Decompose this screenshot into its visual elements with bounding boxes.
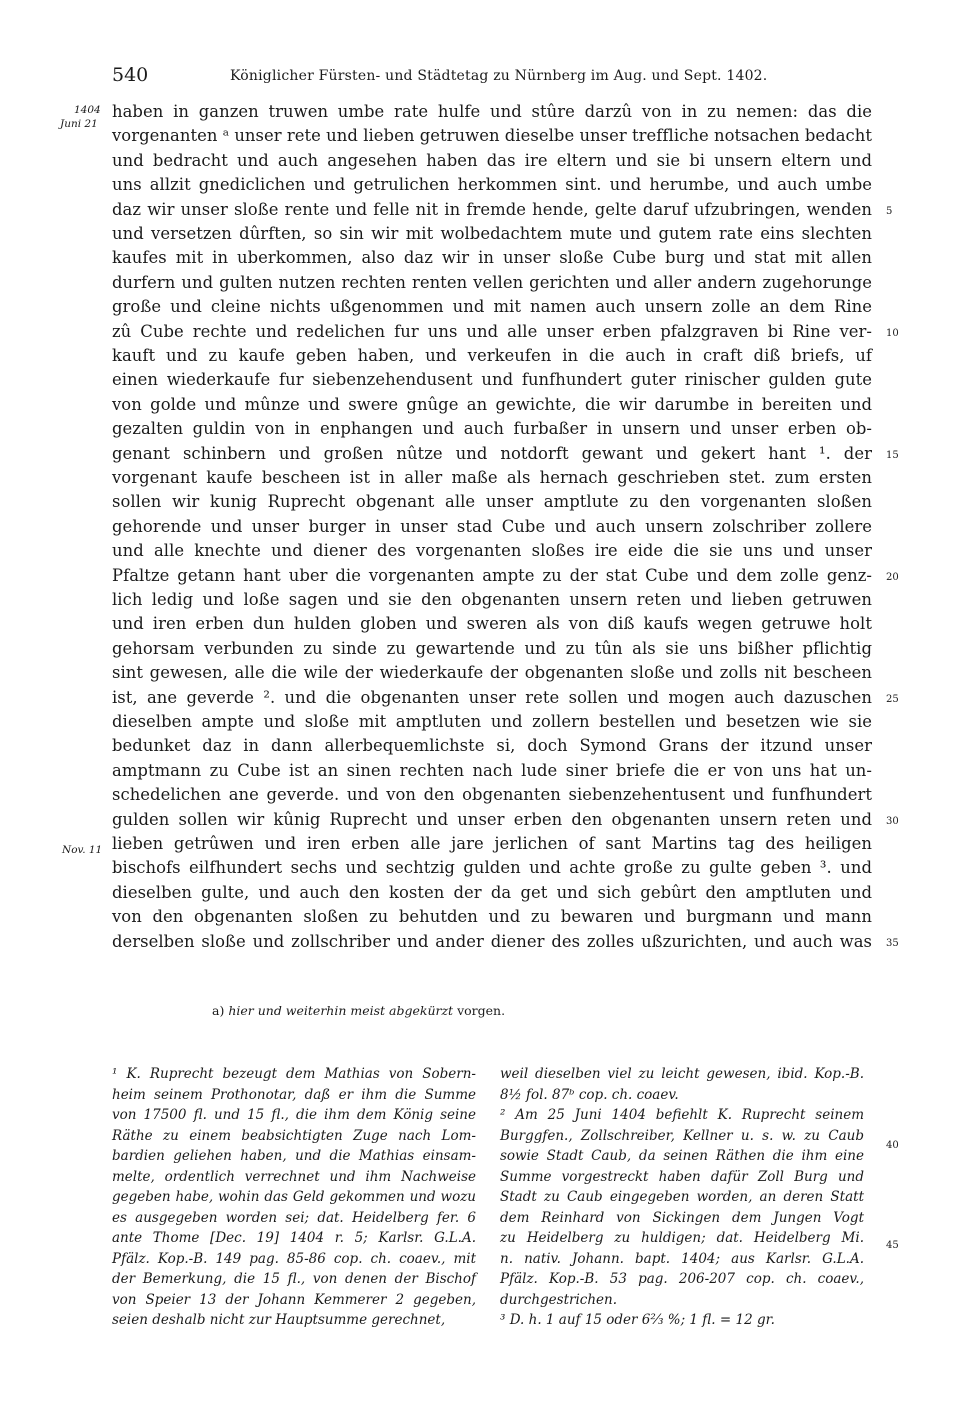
text-line: kauft und zu kaufe geben haben, und verkeufen in die auch in craft diß briefs, uf [112, 346, 872, 365]
footnote-a-normal: vorgen. [457, 1003, 506, 1018]
footnotes-right-column [500, 1064, 864, 1331]
footnote-line: ³ D. h. 1 auf 15 oder 6⅔ %; 1 fl. = 12 gr. [500, 1312, 775, 1328]
text-line: und alle knechte und diener des vorgenanten sloßes ire eide die sie uns und unser [112, 541, 872, 561]
footnote-a [212, 1003, 505, 1018]
footnote-line: n. nativ. Johann. bapt. 1404; aus Karlsr. G.L.A. [500, 1250, 864, 1267]
footnote-line: Burggfen., Zollschreiber, Kellner u. s. w. zu Caub [500, 1127, 864, 1144]
text-line: lieben getrûwen und iren erben alle jare jerlichen of sant Martins tag des heiligen [112, 834, 872, 853]
page-number: 540 [112, 64, 149, 86]
footnote-line: der Bemerkung, die 15 fl., von denen der Bischof [112, 1271, 476, 1287]
margin-date-day: Juni 21 [60, 118, 98, 130]
text-line: dieselben ampte und sloße mit amptluten und zollern bestellen und besetzen wie sie [112, 712, 872, 731]
text-line: gehorende und unser burger in unser stad Cube und auch unsern zolschriber zollere [112, 516, 872, 536]
footnote-line: Stadt zu Caub eingegeben worden, an deren Statt [500, 1189, 864, 1205]
text-line: einen wiederkaufe fur siebenzehendusent und funfhundert guter rinischer gulden gute [112, 370, 872, 390]
text-line: vorgenant kaufe bescheen ist in aller maße als hernach geschrieben stet. zum ersten [112, 468, 872, 487]
line-number: 10 [886, 327, 899, 339]
footnote-line: melte, ordentlich verrechnet und ihm Nachweise [112, 1168, 476, 1185]
text-line: bedunket daz in dann allerbequemlichste si, doch Symond Grans der itzund unser [112, 736, 872, 756]
footnote-line: von Speier 13 der Johann Kemmerer 2 gegeben, [112, 1291, 476, 1308]
line-number: 35 [886, 937, 899, 949]
footnote-line: ¹ K. Ruprecht bezeugt dem Mathias von Sobern- [112, 1066, 476, 1082]
line-number: 20 [886, 571, 899, 583]
footnote-line: durchgestrichen. [500, 1291, 618, 1308]
text-line: daz wir unser sloße rente und felle nit in fremde hende, gelte daruf ufzubringen, wenden [112, 199, 872, 219]
text-line: gehorsam verbunden zu sinde zu gewartende und zu tûn als sie uns bißher pflichtig [112, 638, 872, 658]
text-line: amptmann zu Cube ist an sinen rechten nach lude siner briefe die er von uns hat un- [112, 760, 872, 780]
text-line: sollen wir kunig Ruprecht obgenant alle unser amptlute zu den vorgenanten sloßen [112, 492, 872, 512]
text-line: und versetzen dûrften, so sin wir mit wolbedachtem mute und gutem rate eins slechten [112, 224, 872, 243]
text-line: von golde und mûnze und swere gnûge an gewichte, die wir darumbe in bereiten und [112, 394, 872, 414]
text-line: haben in ganzen truwen umbe rate hulfe und stûre darzû von in zu nemen: das die [112, 102, 872, 121]
running-title: Königlicher Fürsten- und Städtetag zu Nürnberg im Aug. und Sept. 1402. [230, 68, 768, 84]
footnote-line: Pfälz. Kop.-B. 149 pag. 85-86 cop. ch. coaev., mit [112, 1250, 476, 1267]
text-line: derselben sloße und zollschriber und ander diener des zolles ußzurichten, und auch was [112, 931, 872, 951]
footnote-line: von 17500 fl. und 15 fl., die ihm dem König seine [112, 1107, 476, 1123]
margin-date-nov: Nov. 11 [62, 844, 103, 856]
text-line: dieselben gulte, und auch den kosten der da get und sich gebûrt den amptluten und [112, 882, 872, 902]
footnote-line: Pfälz. Kop.-B. 53 pag. 206-207 cop. ch. coaev., [500, 1271, 864, 1287]
footnote-line: dem Reinhard von Sickingen dem Jungen Vogt [500, 1209, 864, 1226]
footnote-a-label: a) [212, 1003, 225, 1018]
text-line: große und cleine nichts ußgenommen und mit namen auch unsern zolle an dem Rine [112, 297, 872, 317]
text-line: bischofs eilfhundert sechs und sechtzig gulden und achte große zu gulte geben ³. und [112, 858, 872, 878]
text-line: und bedracht und auch angesehen haben das ire eltern und sie bi unsern eltern und [112, 150, 872, 170]
footnote-line: seien deshalb nicht zur Hauptsumme gerechnet, [112, 1312, 446, 1328]
text-line: vorgenanten ᵃ unser rete und lieben getruwen dieselbe unser treffliche notsachen bedacht [112, 126, 872, 146]
footnote-line: bardien geliehen haben, und die Mathias einsam- [112, 1148, 476, 1164]
footnote-line: ante Thome [Dec. 19] 1404 r. 5; Karlsr. G.L.A. [112, 1230, 476, 1246]
footnote-line: ² Am 25 Juni 1404 befiehlt K. Ruprecht seinem [500, 1107, 864, 1123]
line-number: 25 [886, 693, 899, 705]
line-number: 30 [886, 815, 899, 827]
footnote-line: zu Heidelberg zu huldigen; dat. Heidelberg Mi. [500, 1230, 864, 1246]
text-line: uns allzit gnediclichen und getrulichen herkommen sint. und herumbe, und auch umbe [112, 175, 872, 195]
text-line: ist, ane geverde ². und die obgenanten unser rete sollen und mogen auch dazuschen [112, 687, 872, 707]
text-line: sint gewesen, alle die wile der wiederkaufe der obgenanten sloße und zolls nit bescheen [112, 663, 872, 683]
line-number: 15 [886, 449, 899, 461]
text-line: zû Cube rechte und redelichen fur uns und alle unser erben pfalzgraven bi Rine ver- [112, 321, 872, 341]
footnote-line: Räthe zu einem beabsichtigten Zuge nach Lom- [112, 1127, 476, 1144]
text-line: gulden sollen wir kûnig Ruprecht und unser erben den obgenanten unsern reten und [112, 809, 872, 829]
footnote-line: es ausgegeben worden sei; dat. Heidelberg fer. 6 [112, 1209, 476, 1226]
footnote-line: gegeben habe, wohin das Geld gekommen und wozu [112, 1189, 476, 1205]
footnote-a-italic: hier und weiterhin meist abgekürzt [228, 1003, 454, 1018]
text-line: lich ledig und loße sagen und sie den obgenanten unsern reten und lieben getruwen [112, 590, 872, 609]
footnotes-left-column [112, 1064, 476, 1331]
footnote-line: 8½ fol. 87ᵇ cop. ch. coaev. [500, 1086, 679, 1103]
footnote-line: heim seinem Prothonotar, daß er ihm die Summe [112, 1086, 476, 1103]
footnote-line: weil dieselben viel zu leicht gewesen, ibid. Kop.-B. [500, 1066, 864, 1082]
footnote-line-number: 40 [886, 1140, 899, 1151]
line-number: 5 [886, 205, 893, 217]
text-line: genant schinbern und großen nûtze und notdorft gewant und gekert hant ¹. der [112, 443, 872, 463]
footnote-line: Summe vorgestreckt haben dafür Zoll Burg und [500, 1168, 864, 1185]
margin-date-year: 1404 [74, 104, 101, 116]
text-line: durfern und gulten nutzen rechten renten vellen gerichten und aller andern zugehorunge [112, 272, 872, 292]
page-header [112, 64, 872, 88]
text-line: Pfaltze getann hant uber die vorgenanten ampte zu der stat Cube und dem zolle genz- [112, 565, 872, 585]
text-line: von den obgenanten sloßen zu behutden und zu bewaren und burgmann und mann [112, 907, 872, 927]
footnote-line: sowie Stadt Caub, da seinen Räthen die ihm eine [500, 1148, 864, 1164]
footnote-line-number: 45 [886, 1240, 899, 1251]
text-line: kaufes mit in uberkommen, also daz wir in unser sloße Cube burg und stat mit allen [112, 248, 872, 268]
text-line: schedelichen ane geverde. und von den obgenanten siebenzehentusent und funfhundert [112, 785, 872, 805]
text-line: und iren erben dun hulden globen und sweren als von diß kaufs wegen getruwe holt [112, 614, 872, 634]
text-line: gezalten guldin von in enphangen und auch furbaßer in unsern und unser erben ob- [112, 419, 872, 439]
